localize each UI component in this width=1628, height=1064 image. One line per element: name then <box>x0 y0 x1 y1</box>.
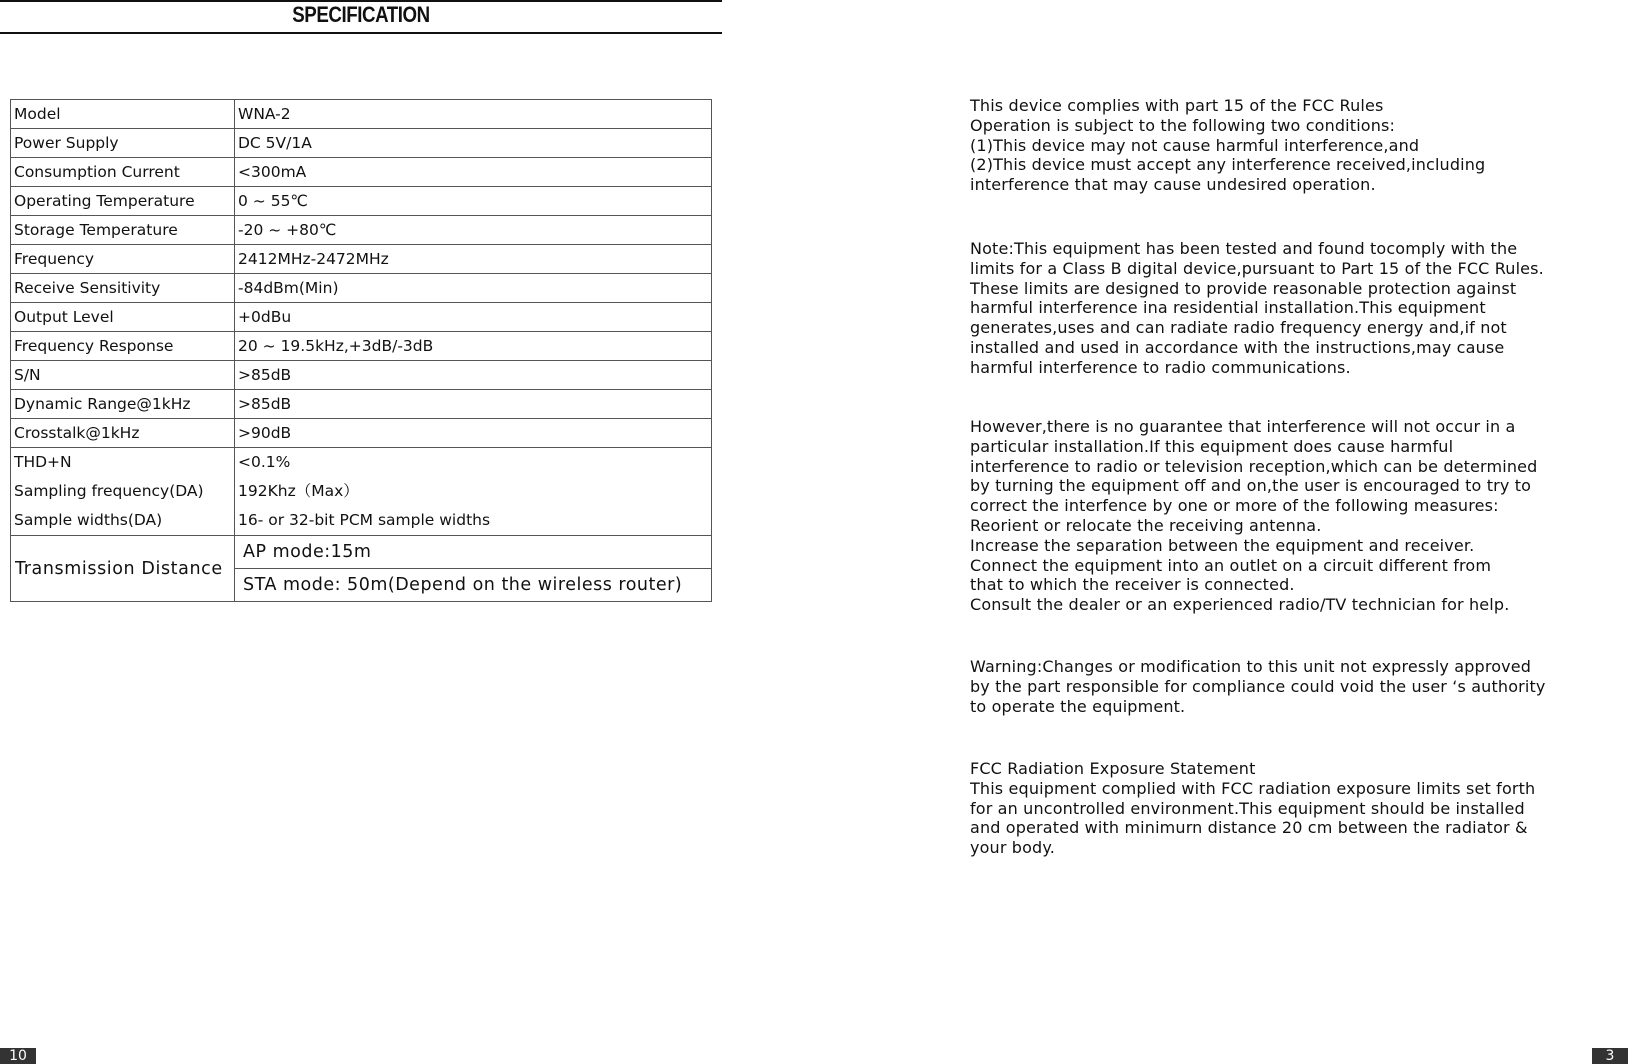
note-paragraph <box>970 239 1590 378</box>
spec-label: Operating Temperature <box>11 187 235 216</box>
text-line: harmful interference ina residential installation.This equipment <box>970 298 1486 318</box>
spec-label: Output Level <box>11 303 235 332</box>
table-row <box>11 158 712 187</box>
specification-table <box>10 99 712 602</box>
text-line: that to which the receiver is connected. <box>970 575 1295 595</box>
table-row <box>11 390 712 419</box>
text-line: your body. <box>970 838 1055 858</box>
spec-label: THD+N <box>14 453 72 471</box>
spec-value: WNA-2 <box>235 100 712 129</box>
text-line: by turning the equipment off and on,the user is encouraged to try to <box>970 476 1532 496</box>
text-line: (1)This device may not cause harmful interference,and <box>970 135 1420 155</box>
sta-mode-value: STA mode: 50m(Depend on the wireless router) <box>235 569 712 602</box>
table-row-grouped <box>11 448 712 536</box>
table-row <box>11 332 712 361</box>
page-number-right: 3 <box>1592 1048 1628 1064</box>
text-line: These limits are designed to provide reasonable protection against <box>970 278 1517 298</box>
text-line: limits for a Class B digital device,pursuant to Part 15 of the FCC Rules. <box>970 258 1544 278</box>
text-line: to operate the equipment. <box>970 696 1186 716</box>
grouped-values <box>235 448 712 536</box>
spec-value: 16- or 32-bit PCM sample widths <box>238 511 491 529</box>
table-row <box>11 303 712 332</box>
spec-value: 2412MHz-2472MHz <box>235 245 712 274</box>
table-row-transmission <box>11 536 712 569</box>
spec-value: >90dB <box>235 419 712 448</box>
text-line: installed and used in accordance with the instructions,may cause <box>970 337 1505 357</box>
ap-mode-value: AP mode:15m <box>235 536 712 569</box>
text-line: interference that may cause undesired operation. <box>970 175 1376 195</box>
fcc-compliance-paragraph <box>970 96 1590 195</box>
spec-value: 20 ~ 19.5kHz,+3dB/-3dB <box>235 332 712 361</box>
spec-label: Dynamic Range@1kHz <box>11 390 235 419</box>
spec-value: -84dBm(Min) <box>235 274 712 303</box>
text-line: Note:This equipment has been tested and found tocomply with the <box>970 239 1518 258</box>
text-line: However,there is no guarantee that interference will not occur in a <box>970 417 1516 436</box>
page-number-left: 10 <box>0 1048 36 1064</box>
warning-paragraph <box>970 657 1590 716</box>
spec-value: <300mA <box>235 158 712 187</box>
spec-value: -20 ~ +80℃ <box>235 216 712 245</box>
text-line: Connect the equipment into an outlet on a circuit different from <box>970 555 1492 575</box>
text-line: Operation is subject to the following two conditions: <box>970 115 1396 135</box>
table-row <box>11 274 712 303</box>
text-line: Consult the dealer or an experienced radio/TV technician for help. <box>970 595 1510 615</box>
however-paragraph <box>970 417 1590 615</box>
spec-label: Frequency Response <box>11 332 235 361</box>
text-line: correct the interfence by one or more of the following measures: <box>970 496 1499 516</box>
text-line: Reorient or relocate the receiving antenna. <box>970 515 1322 535</box>
spec-value: 0 ~ 55℃ <box>235 187 712 216</box>
text-line: This device complies with part 15 of the FCC Rules <box>970 96 1384 115</box>
text-line: harmful interference to radio communications. <box>970 357 1351 377</box>
text-line: and operated with minimurn distance 20 cm between the radiator & <box>970 818 1528 838</box>
page-title: SPECIFICATION <box>292 2 430 27</box>
spec-label: Storage Temperature <box>11 216 235 245</box>
spec-value: DC 5V/1A <box>235 129 712 158</box>
table-row <box>11 245 712 274</box>
radiation-exposure-paragraph <box>970 759 1590 858</box>
text-line: FCC Radiation Exposure Statement <box>970 759 1256 778</box>
table-row <box>11 129 712 158</box>
text-line: Increase the separation between the equipment and receiver. <box>970 535 1475 555</box>
table-row <box>11 187 712 216</box>
spec-label: Crosstalk@1kHz <box>11 419 235 448</box>
spec-label: Model <box>11 100 235 129</box>
text-line: This equipment complied with FCC radiation exposure limits set forth <box>970 778 1536 798</box>
text-line: interference to radio or television reception,which can be determined <box>970 456 1538 476</box>
spec-label: Sample widths(DA) <box>14 511 163 529</box>
spec-value: 192Khz（Max） <box>238 482 359 500</box>
text-line: Warning:Changes or modification to this unit not expressly approved <box>970 657 1532 676</box>
spec-value: >85dB <box>235 361 712 390</box>
table-row <box>11 100 712 129</box>
spec-value: <0.1% <box>238 453 291 471</box>
text-line: particular installation.If this equipment does cause harmful <box>970 436 1454 456</box>
transmission-distance-label: Transmission Distance <box>11 536 235 602</box>
spec-label: Receive Sensitivity <box>11 274 235 303</box>
grouped-labels <box>11 448 235 536</box>
spec-label: Sampling frequency(DA) <box>14 482 204 500</box>
spec-value: >85dB <box>235 390 712 419</box>
spec-label: Consumption Current <box>11 158 235 187</box>
text-line: generates,uses and can radiate radio frequency energy and,if not <box>970 318 1507 338</box>
table-row <box>11 216 712 245</box>
text-line: (2)This device must accept any interference received,including <box>970 155 1486 175</box>
spec-label: Frequency <box>11 245 235 274</box>
text-line: by the part responsible for compliance could void the user ‘s authority <box>970 676 1546 696</box>
text-line: for an uncontrolled environment.This equipment should be installed <box>970 798 1525 818</box>
table-row <box>11 419 712 448</box>
table-row <box>11 361 712 390</box>
spec-value: +0dBu <box>235 303 712 332</box>
spec-label: S/N <box>11 361 235 390</box>
spec-label: Power Supply <box>11 129 235 158</box>
